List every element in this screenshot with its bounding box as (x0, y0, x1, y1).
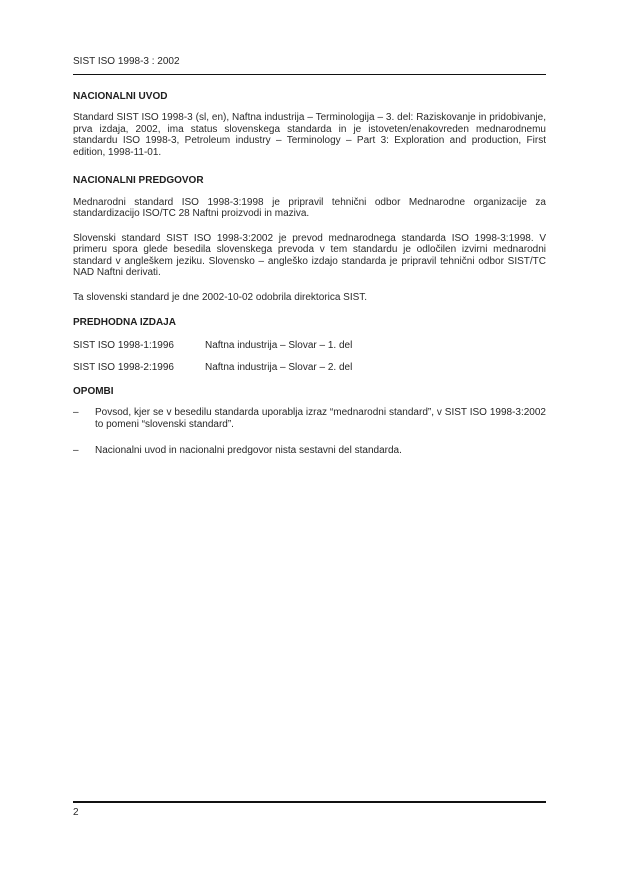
heading-national-foreword: NACIONALNI PREDGOVOR (73, 175, 204, 186)
paragraph-approval: Ta slovenski standard je dne 2002-10-02 odobrila direktorica SIST. (73, 291, 368, 303)
note-item (73, 407, 546, 430)
note-dash-marker: – (73, 445, 79, 456)
edition-title: Naftna industrija – Slovar – 2. del (205, 362, 353, 373)
heading-previous-edition: PREDHODNA IZDAJA (73, 317, 176, 328)
edition-reference: SIST ISO 1998-2:1996 (73, 362, 174, 373)
page-footer (73, 801, 546, 819)
header-standard-reference: SIST ISO 1998-3 : 2002 (73, 56, 180, 67)
heading-national-intro: NACIONALNI UVOD (73, 90, 168, 102)
edition-title: Naftna industrija – Slovar – 1. del (205, 339, 353, 351)
note-dash-marker: – (73, 407, 79, 418)
paragraph-foreword-2: Slovenski standard SIST ISO 1998-3:2002 je prevod mednarodnega standarda ISO 1998-3:1998. V primeru spora glede besedila slovenskega prevoda v tem standardu je odločilen izvirni mednarodni standard v angleškem jeziku. Slovensko – angleško izdajo standarda je pripravil tehnični odbor SIST/TC NAD Naftni derivati. (73, 232, 546, 278)
note-text: Povsod, kjer se v besedilu standarda uporablja izraz “mednarodni standard”, v SIST ISO 1998-3:2002 to pomeni “slovenski standard”. (95, 407, 546, 430)
page-content (73, 91, 546, 457)
edition-reference: SIST ISO 1998-1:1996 (73, 339, 174, 351)
note-text: Nacionalni uvod in nacionalni predgovor nista sestavni del standarda. (95, 445, 402, 456)
previous-edition-row (73, 362, 546, 374)
previous-edition-row (73, 340, 546, 352)
paragraph-foreword-1: Mednarodni standard ISO 1998-3:1998 je pripravil tehnični odbor Mednarodne organizacije za standardizacijo ISO/TC 28 Naftni proizvodi in maziva. (73, 196, 546, 219)
page-header (73, 56, 546, 75)
heading-notes: OPOMBI (73, 385, 114, 397)
paragraph-national-intro: Standard SIST ISO 1998-3 (sl, en), Naftna industrija – Terminologija – 3. del: Raziskovanje in pridobivanje, prva izdaja, 2002, ima status slovenskega standarda in je istoveten/enakovreden mednarodnemu standardu ISO 1998-3, Petroleum industry – Terminology – Part 3: Exploration and production, First edition, 1998-11-01. (73, 112, 546, 158)
note-item (73, 445, 546, 457)
page-number: 2 (73, 807, 79, 818)
